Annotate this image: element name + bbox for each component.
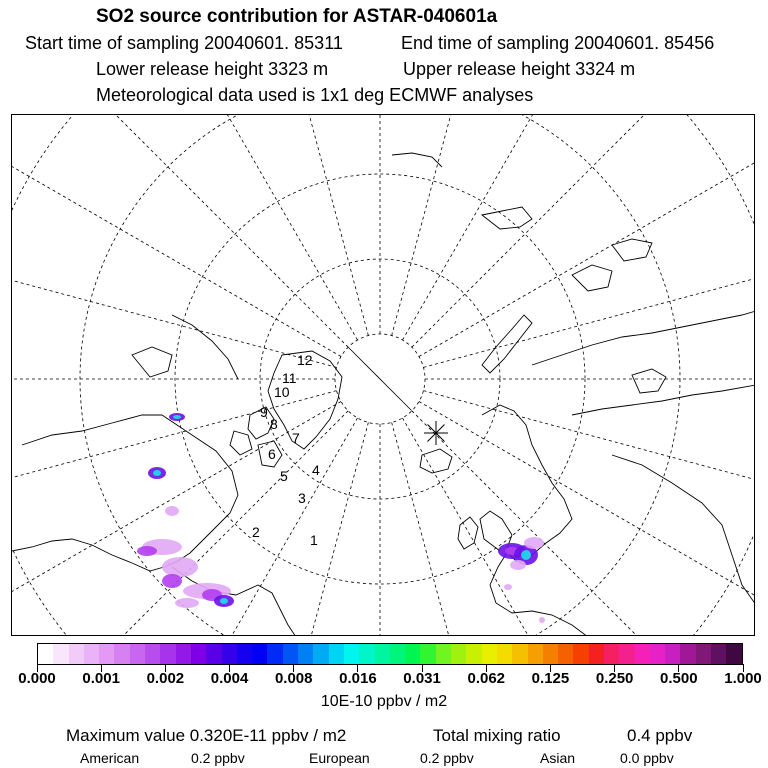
american-label: American (80, 750, 140, 766)
coastline (12, 539, 132, 563)
meridian-line (419, 115, 755, 357)
coastlines (12, 153, 755, 636)
coastline (172, 315, 238, 379)
latitude-circle (12, 115, 755, 636)
coastline (482, 207, 532, 229)
track-label: 12 (297, 352, 313, 368)
plume-blob (220, 598, 228, 604)
track-label: 1 (310, 532, 318, 548)
plume-blob (165, 506, 179, 516)
european-value: 0.2 ppbv (420, 750, 474, 766)
meridian-line (12, 115, 348, 347)
track-label: 7 (292, 430, 300, 446)
polar-map (11, 114, 755, 636)
colorbar-segment (375, 644, 390, 664)
colorbar-segment (359, 644, 374, 664)
total-mixing-value: 0.4 ppbv (627, 726, 693, 745)
plume-blob (153, 470, 161, 476)
track-label: 9 (260, 404, 268, 420)
colorbar-segment (390, 644, 405, 664)
colorbar-segment (329, 644, 344, 664)
american-value: 0.2 ppbv (191, 750, 245, 766)
colorbar-tick-label: 0.004 (210, 670, 249, 687)
colorbar-segment (589, 644, 604, 664)
track-label: 5 (280, 468, 288, 484)
colorbar-segment (84, 644, 99, 664)
colorbar-segment (176, 644, 191, 664)
colorbar-tick-label: 1.000 (724, 670, 762, 687)
plume-blob (510, 560, 526, 570)
track-label: 11 (282, 370, 297, 386)
colorbar-tick-label: 0.000 (18, 670, 56, 687)
colorbar-tick-label: 0.002 (146, 670, 185, 687)
plume-blob (524, 537, 544, 549)
met-data-text: Meteorological data used is 1x1 deg ECMWF analyses (96, 85, 534, 105)
coastline (532, 311, 755, 365)
star-icon (424, 421, 448, 445)
lat-lon-grid (12, 115, 755, 636)
colorbar-tick-label: 0.016 (339, 670, 377, 687)
track-labels (252, 352, 320, 548)
plume-blob (504, 584, 512, 590)
meridian-line (419, 402, 755, 637)
colorbar-segment (497, 644, 512, 664)
meridian-line (12, 198, 337, 368)
colorbar-tick-label: 0.250 (595, 670, 634, 687)
colorbar-segment (252, 644, 267, 664)
colorbar-segment (696, 644, 711, 664)
colorbar-segment (283, 644, 298, 664)
colorbar-segment (665, 644, 680, 664)
colorbar-segment (711, 644, 726, 664)
upper-height-text: Upper release height 3324 m (403, 59, 636, 79)
colorbar-segment (405, 644, 420, 664)
colorbar-segment (38, 644, 53, 664)
lower-height-text: Lower release height 3323 m (96, 59, 329, 79)
colorbar-segment (145, 644, 160, 664)
plume-blob (137, 546, 157, 556)
colorbar-segment (222, 644, 237, 664)
colorbar-segment (53, 644, 68, 664)
coastline (230, 431, 252, 455)
colorbar-segment (313, 644, 328, 664)
colorbar-segment (558, 644, 573, 664)
colorbar-segment (237, 644, 252, 664)
coastline (132, 347, 172, 377)
european-label: European (309, 750, 370, 766)
colorbar (37, 643, 743, 665)
colorbar-segment (114, 644, 129, 664)
map-canvas (12, 115, 755, 636)
coastline (572, 265, 612, 291)
coastline (482, 315, 532, 373)
colorbar-tick-label: 0.125 (531, 670, 570, 687)
track-label: 3 (298, 490, 306, 506)
colorbar-segment (604, 644, 619, 664)
meridian-line (403, 115, 731, 340)
colorbar-segment (99, 644, 114, 664)
plume-blob (173, 415, 181, 419)
colorbar-segment (650, 644, 665, 664)
colorbar-segment (512, 644, 527, 664)
coastline (392, 153, 442, 167)
meridian-line (392, 422, 562, 636)
colorbar-segment (298, 644, 313, 664)
colorbar-tick-label: 0.500 (660, 670, 698, 687)
coastline (572, 385, 755, 415)
start-time-text: Start time of sampling 20040601. 85311 (25, 33, 343, 53)
colorbar-segment (482, 644, 497, 664)
track-label: 4 (312, 462, 320, 478)
meridian-line (199, 115, 369, 336)
colorbar-segment (160, 644, 175, 664)
meridian-line (392, 115, 562, 336)
colorbar-segment (191, 644, 206, 664)
plume-blob (162, 557, 198, 577)
coastline (632, 369, 666, 393)
colorbar-segment (726, 644, 741, 664)
colorbar-tick-label: 0.062 (467, 670, 506, 687)
plume-field (137, 413, 545, 623)
colorbar-segment (543, 644, 558, 664)
colorbar-segment (130, 644, 145, 664)
end-time-text: End time of sampling 20040601. 85456 (401, 33, 715, 53)
meridian-line (12, 115, 341, 357)
coastline (22, 415, 162, 445)
track-label: 8 (270, 416, 278, 432)
colorbar-segment (680, 644, 695, 664)
colorbar-segment (528, 644, 543, 664)
coastline (482, 405, 572, 561)
colorbar-segment (635, 644, 650, 664)
total-mixing-label: Total mixing ratio (433, 726, 561, 745)
meridian-line (423, 391, 755, 561)
latitude-circle (12, 115, 755, 636)
colorbar-segment (267, 644, 282, 664)
coastline (420, 449, 452, 473)
coastline (612, 455, 755, 605)
asian-value: 0.0 ppbv (620, 750, 674, 766)
colorbar-segment (466, 644, 481, 664)
colorbar-segment (573, 644, 588, 664)
pole-line (349, 348, 412, 411)
colorbar-tick-label: 0.008 (274, 670, 313, 687)
colorbar-tick-label: 0.031 (403, 670, 441, 687)
track-label: 10 (274, 384, 290, 400)
plume-blob (175, 598, 199, 608)
track-label: 2 (252, 524, 260, 540)
colorbar-segment (619, 644, 634, 664)
plume-blob (539, 617, 545, 623)
colorbar-units: 10E-10 ppbv / m2 (320, 693, 448, 710)
meridian-line (412, 115, 755, 347)
asian-label: Asian (540, 750, 576, 766)
colorbar-segment (69, 644, 84, 664)
coastline (612, 239, 652, 261)
track-label: 6 (268, 446, 276, 462)
colorbar-segment (436, 644, 451, 664)
meridian-line (30, 115, 358, 340)
plume-blob (162, 574, 182, 588)
colorbar-segment (451, 644, 466, 664)
meridian-line (423, 198, 755, 368)
coastline (490, 551, 588, 636)
colorbar-segment (420, 644, 435, 664)
chart-title: SO2 source contribution for ASTAR-040601a (96, 6, 498, 27)
colorbar-tick-label: 0.001 (82, 670, 120, 687)
plume-blob (521, 550, 531, 560)
max-value-text: Maximum value 0.320E-11 ppbv / m2 (66, 726, 347, 745)
colorbar-segment (344, 644, 359, 664)
colorbar-segment (206, 644, 221, 664)
